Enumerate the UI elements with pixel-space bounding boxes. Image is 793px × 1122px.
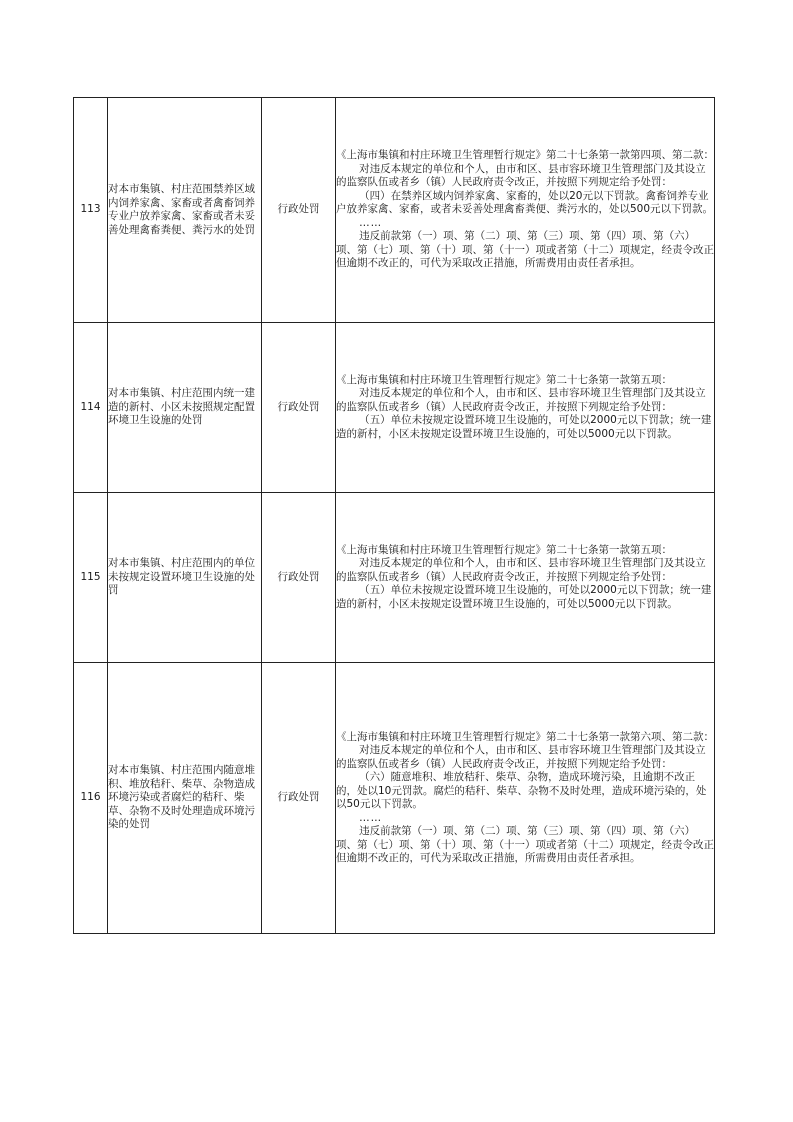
- row-number: 113: [74, 98, 108, 323]
- basis-paragraph: （六）随意堆积、堆放秸秆、柴草、杂物，造成环境污染，且逾期不改正的，处以10元罚款。腐烂的秸秆、柴草、杂物不及时处理，造成环境污染的，处以50元以下罚款。: [336, 771, 707, 810]
- item-type: 行政处罚: [262, 323, 336, 493]
- basis-paragraph: 对违反本规定的单位和个人，由市和区、县市容环境卫生管理部门及其设立的监察队伍或者乡（镇）人民政府责令改正，并按照下列规定给予处罚：: [336, 557, 706, 583]
- row-number: 114: [74, 323, 108, 493]
- table-row: [74, 323, 715, 493]
- item-name: 对本市集镇、村庄范围内统一建造的新村、小区未按照规定配置环境卫生设施的处罚: [108, 323, 262, 493]
- item-type: 行政处罚: [262, 493, 336, 663]
- penalty-table: [73, 97, 715, 934]
- legal-basis: [336, 663, 715, 934]
- basis-paragraph: 违反前款第（一）项、第（二）项、第（三）项、第（四）项、第（六）项、第（七）项、第（十）项、第（十一）项或者第（十二）项规定，经责令改正但逾期不改正的，可代为采取改正措施，所需费用由责任者承担。: [336, 825, 714, 864]
- basis-paragraph: （五）单位未按规定设置环境卫生设施的，可处以2000元以下罚款；统一建造的新村，小区未按规定设置环境卫生设施的，可处以5000元以下罚款。: [336, 584, 712, 610]
- basis-title: 《上海市集镇和村庄环境卫生管理暂行规定》第二十七条第一款第五项：: [336, 543, 672, 556]
- basis-paragraph: （五）单位未按规定设置环境卫生设施的，可处以2000元以下罚款；统一建造的新村，小区未按规定设置环境卫生设施的，可处以5000元以下罚款。: [336, 414, 712, 440]
- legal-basis: [336, 98, 715, 323]
- basis-paragraph: 对违反本规定的单位和个人，由市和区、县市容环境卫生管理部门及其设立的监察队伍或者乡（镇）人民政府责令改正，并按照下列规定给予处罚：: [336, 744, 706, 770]
- basis-paragraph: 对违反本规定的单位和个人，由市和区、县市容环境卫生管理部门及其设立的监察队伍或者乡（镇）人民政府责令改正，并按照下列规定给予处罚：: [336, 387, 706, 413]
- legal-basis: [336, 323, 715, 493]
- row-number: 115: [74, 493, 108, 663]
- basis-paragraph: 违反前款第（一）项、第（二）项、第（三）项、第（四）项、第（六）项、第（七）项、第（十）项、第（十一）项或者第（十二）项规定，经责令改正但逾期不改正的，可代为采取改正措施，所需费用由责任者承担。: [336, 230, 714, 270]
- basis-paragraph: （四）在禁养区域内饲养家禽、家畜的，处以20元以下罚款。禽畜饲养专业户放养家禽、家畜，或者未妥善处理禽畜粪便、粪污水的，处以500元以下罚款。: [336, 189, 714, 216]
- row-number: 116: [74, 663, 108, 934]
- item-name: 对本市集镇、村庄范围内随意堆积、堆放秸秆、柴草、杂物造成环境污染或者腐烂的秸秆、柴草、杂物不及时处理造成环境污染的处罚: [108, 663, 262, 934]
- table-row: [74, 98, 715, 323]
- legal-basis: [336, 493, 715, 663]
- item-type: 行政处罚: [262, 98, 336, 323]
- basis-title: 《上海市集镇和村庄环境卫生管理暂行规定》第二十七条第一款第六项、第二款：: [336, 730, 714, 743]
- basis-title: 《上海市集镇和村庄环境卫生管理暂行规定》第二十七条第一款第四项、第二款：: [336, 149, 714, 162]
- item-name: 对本市集镇、村庄范围禁养区域内饲养家禽、家畜或者禽畜饲养专业户放养家禽、家畜或者未妥善处理禽畜粪便、粪污水的处罚: [108, 98, 262, 323]
- item-name: 对本市集镇、村庄范围内的单位未按规定设置环境卫生设施的处罚: [108, 493, 262, 663]
- basis-paragraph: 对违反本规定的单位和个人，由市和区、县市容环境卫生管理部门及其设立的监察队伍或者乡（镇）人民政府责令改正，并按照下列规定给予处罚：: [336, 162, 706, 189]
- basis-title: 《上海市集镇和村庄环境卫生管理暂行规定》第二十七条第一款第五项：: [336, 373, 672, 386]
- ellipsis: ……: [359, 216, 383, 229]
- table-row: [74, 493, 715, 663]
- ellipsis: ……: [359, 811, 383, 824]
- item-type: 行政处罚: [262, 663, 336, 934]
- table-row: [74, 663, 715, 934]
